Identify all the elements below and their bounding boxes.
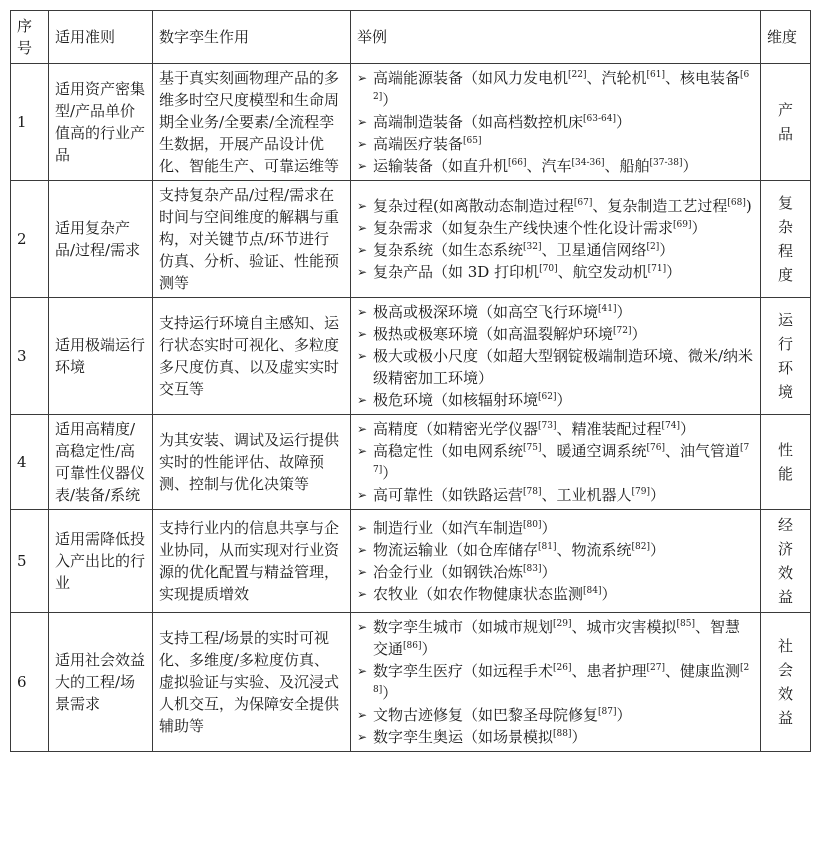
header-num: 序号 bbox=[11, 11, 49, 64]
citation-ref: [66] bbox=[508, 158, 527, 168]
row-examples bbox=[351, 613, 761, 752]
table-row bbox=[11, 415, 811, 510]
example-text-cont: ） bbox=[615, 113, 631, 131]
row-rule: 适用社会效益大的工程/场景需求 bbox=[49, 613, 153, 752]
example-text: 农牧业（如农作物健康状态监测 bbox=[373, 585, 584, 603]
arrow-bullet-icon: ➢ bbox=[357, 71, 368, 85]
example-text: 极高或极深环境（如高空飞行环境 bbox=[373, 303, 599, 321]
arrow-bullet-icon: ➢ bbox=[357, 521, 368, 535]
list-item bbox=[357, 345, 754, 389]
arrow-bullet-icon: ➢ bbox=[357, 349, 368, 363]
citation-ref: [85] bbox=[676, 619, 695, 629]
example-text-cont: ） bbox=[691, 219, 707, 237]
list-item bbox=[357, 217, 754, 239]
example-text-cont: 、油气管道 bbox=[665, 442, 741, 460]
arrow-bullet-icon: ➢ bbox=[357, 620, 368, 634]
header-example: 举例 bbox=[351, 11, 761, 64]
example-text: 制造行业（如汽车制造 bbox=[373, 519, 524, 537]
row-dimension bbox=[761, 181, 811, 298]
list-item bbox=[357, 261, 754, 283]
citation-ref: [70] bbox=[539, 264, 558, 274]
arrow-bullet-icon: ➢ bbox=[357, 444, 368, 458]
row-num: 4 bbox=[11, 415, 49, 510]
row-examples bbox=[351, 64, 761, 181]
row-role: 为其安装、调试及运行提供实时的性能评估、故障预测、控制与优化决策等 bbox=[153, 415, 351, 510]
arrow-bullet-icon: ➢ bbox=[357, 543, 368, 557]
list-item bbox=[357, 616, 754, 660]
example-text-cont: 、城市灾害模拟 bbox=[571, 618, 677, 636]
row-num: 3 bbox=[11, 298, 49, 415]
example-list bbox=[357, 517, 754, 605]
example-text: 数字孪生奥运（如场景模拟 bbox=[373, 728, 554, 746]
example-text-cont: ） bbox=[631, 325, 647, 343]
example-text-cont: ） bbox=[650, 486, 666, 504]
table-row bbox=[11, 64, 811, 181]
citation-ref: [79] bbox=[631, 487, 650, 497]
example-text-cont: 、健康监测 bbox=[665, 662, 741, 680]
citation-ref: [71] bbox=[647, 264, 667, 274]
example-text-cont: 、患者护理 bbox=[571, 662, 647, 680]
row-examples bbox=[351, 415, 761, 510]
list-item bbox=[357, 195, 754, 217]
arrow-bullet-icon: ➢ bbox=[357, 730, 368, 744]
example-list bbox=[357, 67, 754, 177]
example-text: 冶金行业（如钢铁冶炼 bbox=[373, 563, 524, 581]
row-rule: 适用复杂产品/过程/需求 bbox=[49, 181, 153, 298]
arrow-bullet-icon: ➢ bbox=[357, 265, 368, 279]
dimension-label: 社会效益 bbox=[777, 637, 793, 727]
example-text-cont: ） bbox=[616, 303, 632, 321]
example-text-cont: 、汽轮机 bbox=[586, 69, 647, 87]
citation-ref: [65] bbox=[463, 136, 482, 146]
example-text: 复杂产品（如 3D 打印机 bbox=[373, 263, 540, 281]
citation-ref: [67] bbox=[573, 198, 593, 208]
list-item bbox=[357, 517, 754, 539]
citation-ref: [27] bbox=[646, 663, 665, 673]
list-item bbox=[357, 301, 754, 323]
example-text: 数字孪生医疗（如远程手术 bbox=[373, 662, 554, 680]
arrow-bullet-icon: ➢ bbox=[357, 115, 368, 129]
example-text-cont: ） bbox=[382, 464, 398, 482]
citation-ref: [75] bbox=[523, 443, 542, 453]
list-item bbox=[357, 67, 754, 111]
citation-ref: [81] bbox=[538, 542, 557, 552]
example-text: 运输装备（如直升机 bbox=[373, 157, 509, 175]
arrow-bullet-icon: ➢ bbox=[357, 664, 368, 678]
citation-ref: [26] bbox=[553, 663, 572, 673]
row-role: 支持复杂产品/过程/需求在时间与空间维度的解耦与重构，对关键节点/环节进行仿真、分析、验证、性能预测等 bbox=[153, 181, 351, 298]
table-row bbox=[11, 510, 811, 613]
example-text-cont: 、物流系统 bbox=[556, 541, 632, 559]
example-list bbox=[357, 418, 754, 506]
example-text-cont: ） bbox=[659, 241, 675, 259]
citation-ref: [82] bbox=[631, 542, 650, 552]
row-role: 基于真实刻画物理产品的多维多时空尺度模型和生命周期全业务/全要素/全流程孪生数据，开展产品设计优化、智能生产、可靠运维等 bbox=[153, 64, 351, 181]
dimension-label: 复杂程度 bbox=[777, 194, 793, 284]
example-text-cont: ） bbox=[682, 157, 698, 175]
citation-ref: [68] bbox=[727, 198, 746, 208]
citation-ref: [69] bbox=[673, 220, 692, 230]
example-text-cont: 、核电装备 bbox=[665, 69, 741, 87]
dimension-label: 产品 bbox=[777, 101, 793, 143]
example-text: 数字孪生城市（如城市规划 bbox=[373, 618, 554, 636]
row-rule: 适用高精度/高稳定性/高可靠性仪器仪表/装备/系统 bbox=[49, 415, 153, 510]
example-text-cont: 、工业机器人 bbox=[541, 486, 632, 504]
example-text-cont: 、卫星通信网络 bbox=[541, 241, 647, 259]
example-text-cont: ） bbox=[650, 541, 666, 559]
list-item bbox=[357, 239, 754, 261]
list-item bbox=[357, 539, 754, 561]
header-rule: 适用准则 bbox=[49, 11, 153, 64]
row-num: 6 bbox=[11, 613, 49, 752]
example-text-cont: 、精准装配过程 bbox=[556, 420, 662, 438]
citation-ref: [22] bbox=[568, 70, 587, 80]
list-item bbox=[357, 561, 754, 583]
example-text: 高可靠性（如铁路运营 bbox=[373, 486, 524, 504]
citation-ref: [73] bbox=[538, 421, 557, 431]
example-text-cont: ） bbox=[571, 728, 587, 746]
arrow-bullet-icon: ➢ bbox=[357, 137, 368, 151]
row-role: 支持工程/场景的实时可视化、多维度/多粒度仿真、虚拟验证与实验、及沉浸式人机交互，为保障安全提供辅助等 bbox=[153, 613, 351, 752]
header-role: 数字孪生作用 bbox=[153, 11, 351, 64]
citation-ref: [88] bbox=[553, 729, 572, 739]
citation-ref: [78] bbox=[523, 487, 542, 497]
row-dimension bbox=[761, 613, 811, 752]
citation-ref: [61] bbox=[646, 70, 665, 80]
citation-ref: [87] bbox=[598, 707, 617, 717]
row-role: 支持行业内的信息共享与企业协同，从而实现对行业资源的优化配置与精益管理，实现提质增效 bbox=[153, 510, 351, 613]
list-item bbox=[357, 704, 754, 726]
citation-ref: [63-64] bbox=[583, 114, 616, 124]
example-text: 物流运输业（如仓库储存 bbox=[373, 541, 539, 559]
row-rule: 适用资产密集型/产品单价值高的行业产品 bbox=[49, 64, 153, 181]
example-text: 复杂需求（如复杂生产线快速个性化设计需求 bbox=[373, 219, 674, 237]
citation-ref: [84] bbox=[583, 586, 602, 596]
example-text-cont: 、复杂制造工艺过程 bbox=[592, 197, 728, 215]
list-item bbox=[357, 111, 754, 133]
example-text: 高端制造装备（如高档数控机床 bbox=[373, 113, 584, 131]
example-text: 极危环境（如核辐射环境 bbox=[373, 391, 539, 409]
example-list bbox=[357, 616, 754, 748]
example-list bbox=[357, 301, 754, 411]
row-examples bbox=[351, 298, 761, 415]
list-item bbox=[357, 726, 754, 748]
applicability-table bbox=[10, 10, 811, 752]
list-item bbox=[357, 389, 754, 411]
arrow-bullet-icon: ➢ bbox=[357, 587, 368, 601]
example-text: 极热或极寒环境（如高温裂解炉环境 bbox=[373, 325, 614, 343]
citation-ref: [76] bbox=[646, 443, 665, 453]
row-rule: 适用需降低投入产出比的行业 bbox=[49, 510, 153, 613]
example-text: 复杂系统（如生态系统 bbox=[373, 241, 524, 259]
table-row bbox=[11, 298, 811, 415]
arrow-bullet-icon: ➢ bbox=[357, 393, 368, 407]
list-item bbox=[357, 484, 754, 506]
example-text-cont: ） bbox=[382, 91, 398, 109]
table-body bbox=[11, 64, 811, 752]
example-text: 复杂过程(如离散动态制造过程 bbox=[373, 197, 574, 215]
citation-ref: [41] bbox=[598, 304, 617, 314]
citation-ref: [28] bbox=[373, 663, 750, 695]
row-dimension bbox=[761, 510, 811, 613]
example-text: 高稳定性（如电网系统 bbox=[373, 442, 524, 460]
row-num: 2 bbox=[11, 181, 49, 298]
row-dimension bbox=[761, 415, 811, 510]
example-text-cont: ） bbox=[556, 391, 572, 409]
dimension-label: 运行环境 bbox=[777, 311, 793, 401]
list-item bbox=[357, 583, 754, 605]
arrow-bullet-icon: ➢ bbox=[357, 243, 368, 257]
citation-ref: [34-36] bbox=[571, 158, 605, 168]
example-text-cont: ） bbox=[666, 263, 682, 281]
arrow-bullet-icon: ➢ bbox=[357, 488, 368, 502]
citation-ref: [29] bbox=[553, 619, 572, 629]
arrow-bullet-icon: ➢ bbox=[357, 708, 368, 722]
row-dimension bbox=[761, 64, 811, 181]
citation-ref: [62] bbox=[538, 392, 557, 402]
list-item bbox=[357, 323, 754, 345]
row-num: 1 bbox=[11, 64, 49, 181]
citation-ref: [72] bbox=[613, 326, 632, 336]
example-text-cont: ） bbox=[421, 640, 437, 658]
citation-ref: [80] bbox=[523, 520, 542, 530]
row-role: 支持运行环境自主感知、运行状态实时可视化、多粒度多尺度仿真、以及虚实实时交互等 bbox=[153, 298, 351, 415]
dimension-label: 性能 bbox=[777, 441, 793, 483]
arrow-bullet-icon: ➢ bbox=[357, 327, 368, 341]
arrow-bullet-icon: ➢ bbox=[357, 159, 368, 173]
arrow-bullet-icon: ➢ bbox=[357, 221, 368, 235]
arrow-bullet-icon: ➢ bbox=[357, 199, 368, 213]
example-text: 高端医疗装备 bbox=[373, 135, 464, 153]
example-text-cont: 、智慧交通 bbox=[373, 618, 741, 658]
example-text: 高端能源装备（如风力发电机 bbox=[373, 69, 569, 87]
citation-ref: [37-38] bbox=[649, 158, 683, 168]
example-text: 高精度（如精密光学仪器 bbox=[373, 420, 539, 438]
citation-ref: [32] bbox=[523, 242, 542, 252]
example-list bbox=[357, 195, 754, 283]
example-text-cont: 、船舶 bbox=[604, 157, 650, 175]
header-dimension: 维度 bbox=[761, 11, 811, 64]
citation-ref: [86] bbox=[403, 641, 422, 651]
example-text-cont: ） bbox=[616, 706, 632, 724]
citation-ref: [83] bbox=[523, 564, 542, 574]
row-dimension bbox=[761, 298, 811, 415]
example-text-cont: 、航空发动机 bbox=[557, 263, 648, 281]
list-item bbox=[357, 418, 754, 440]
example-text-cont: 、汽车 bbox=[526, 157, 572, 175]
example-text-cont: ） bbox=[541, 563, 557, 581]
example-text: 文物古迹修复（如巴黎圣母院修复 bbox=[373, 706, 599, 724]
arrow-bullet-icon: ➢ bbox=[357, 565, 368, 579]
example-text-cont: ） bbox=[601, 585, 617, 603]
row-examples bbox=[351, 510, 761, 613]
example-text-cont: ) bbox=[745, 197, 752, 215]
list-item bbox=[357, 440, 754, 484]
citation-ref: [62] bbox=[373, 70, 750, 102]
example-text-cont: ） bbox=[382, 684, 398, 702]
citation-ref: [74] bbox=[661, 421, 680, 431]
example-text-cont: 、暖通空调系统 bbox=[541, 442, 647, 460]
citation-ref: [2] bbox=[646, 242, 660, 252]
row-num: 5 bbox=[11, 510, 49, 613]
arrow-bullet-icon: ➢ bbox=[357, 305, 368, 319]
list-item bbox=[357, 155, 754, 177]
table-row bbox=[11, 613, 811, 752]
list-item bbox=[357, 660, 754, 704]
table-row bbox=[11, 181, 811, 298]
row-rule: 适用极端运行环境 bbox=[49, 298, 153, 415]
example-text-cont: ） bbox=[541, 519, 557, 537]
arrow-bullet-icon: ➢ bbox=[357, 422, 368, 436]
row-examples bbox=[351, 181, 761, 298]
example-text: 极大或极小尺度（如超大型钢锭极端制造环境、微米/纳米级精密加工环境） bbox=[373, 347, 754, 387]
example-text-cont: ） bbox=[680, 420, 696, 438]
dimension-label: 经济效益 bbox=[777, 516, 793, 606]
list-item bbox=[357, 133, 754, 155]
header-row bbox=[11, 11, 811, 64]
citation-ref: [77] bbox=[373, 443, 750, 475]
